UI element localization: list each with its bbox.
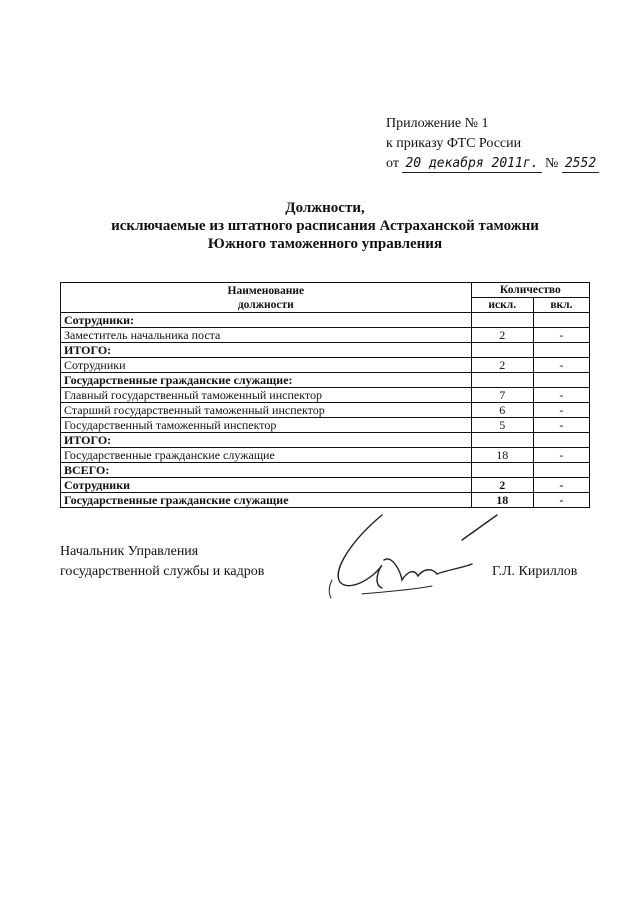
number-sign: № — [545, 156, 559, 171]
table-body — [61, 313, 590, 508]
positions-table — [60, 282, 590, 508]
order-number: 2552 — [562, 156, 599, 173]
included-count-cell: - — [533, 448, 589, 463]
position-name-cell: Государственный таможенный инспектор — [61, 418, 472, 433]
table-row — [61, 403, 590, 418]
table-row — [61, 433, 590, 448]
document-title — [60, 199, 590, 253]
date-prefix: от — [386, 156, 399, 171]
title-line-1: Должности, — [285, 200, 365, 216]
excluded-count-cell: 2 — [471, 358, 533, 373]
appendix-date-line — [386, 154, 599, 174]
title-line-3: Южного таможенного управления — [207, 236, 443, 252]
excluded-count-cell: 2 — [471, 478, 533, 493]
position-name-cell: Государственные гражданские служащие — [61, 448, 472, 463]
table-row — [61, 493, 590, 508]
header-excluded: искл. — [471, 298, 533, 313]
table-row — [61, 448, 590, 463]
excluded-count-cell: 5 — [471, 418, 533, 433]
position-line-1: Начальник Управления — [60, 544, 199, 559]
header-name-line-1: Наименование — [227, 284, 305, 297]
signatory-name: Г.Л. Кириллов — [492, 564, 578, 579]
excluded-count-cell: 18 — [471, 493, 533, 508]
excluded-count-cell: 2 — [471, 328, 533, 343]
title-line-2: исключаемые из штатного расписания Астраханской таможни — [111, 218, 539, 234]
position-line-2: государственной службы и кадров — [60, 564, 265, 579]
position-name-cell: Сотрудники — [61, 478, 472, 493]
signature-position — [60, 542, 264, 582]
position-name-cell: Государственные гражданские служащие: — [61, 373, 472, 388]
table-row — [61, 478, 590, 493]
header-included: вкл. — [533, 298, 589, 313]
handwritten-signature — [322, 510, 502, 600]
position-name-cell: Старший государственный таможенный инспектор — [61, 403, 472, 418]
table-row — [61, 313, 590, 328]
excluded-count-cell: 6 — [471, 403, 533, 418]
included-count-cell: - — [533, 328, 589, 343]
position-name-cell: Главный государственный таможенный инспектор — [61, 388, 472, 403]
header-position-name — [61, 283, 472, 313]
header-quantity: Количество — [471, 283, 589, 298]
header-name-line-2: должности — [237, 298, 294, 311]
excluded-count-cell — [471, 373, 533, 388]
appendix-block — [386, 114, 599, 174]
table-row — [61, 328, 590, 343]
appendix-order-ref: к приказу ФТС России — [386, 136, 522, 151]
excluded-count-cell: 18 — [471, 448, 533, 463]
included-count-cell: - — [533, 388, 589, 403]
position-name-cell: ИТОГО: — [61, 433, 472, 448]
included-count-cell: - — [533, 478, 589, 493]
included-count-cell: - — [533, 418, 589, 433]
included-count-cell — [533, 343, 589, 358]
included-count-cell — [533, 433, 589, 448]
position-name-cell: Сотрудники: — [61, 313, 472, 328]
included-count-cell — [533, 313, 589, 328]
position-name-cell: ИТОГО: — [61, 343, 472, 358]
excluded-count-cell — [471, 433, 533, 448]
order-date: 20 декабря 2011г. — [402, 156, 541, 173]
table-row — [61, 358, 590, 373]
table-row — [61, 418, 590, 433]
table-row — [61, 388, 590, 403]
excluded-count-cell — [471, 343, 533, 358]
included-count-cell — [533, 463, 589, 478]
excluded-count-cell — [471, 463, 533, 478]
table-row — [61, 463, 590, 478]
excluded-count-cell — [471, 313, 533, 328]
appendix-title: Приложение № 1 — [386, 116, 489, 131]
included-count-cell — [533, 373, 589, 388]
table-row — [61, 343, 590, 358]
position-name-cell: Сотрудники — [61, 358, 472, 373]
excluded-count-cell: 7 — [471, 388, 533, 403]
position-name-cell: Государственные гражданские служащие — [61, 493, 472, 508]
included-count-cell: - — [533, 403, 589, 418]
table-row — [61, 373, 590, 388]
position-name-cell: Заместитель начальника поста — [61, 328, 472, 343]
included-count-cell: - — [533, 358, 589, 373]
position-name-cell: ВСЕГО: — [61, 463, 472, 478]
included-count-cell: - — [533, 493, 589, 508]
